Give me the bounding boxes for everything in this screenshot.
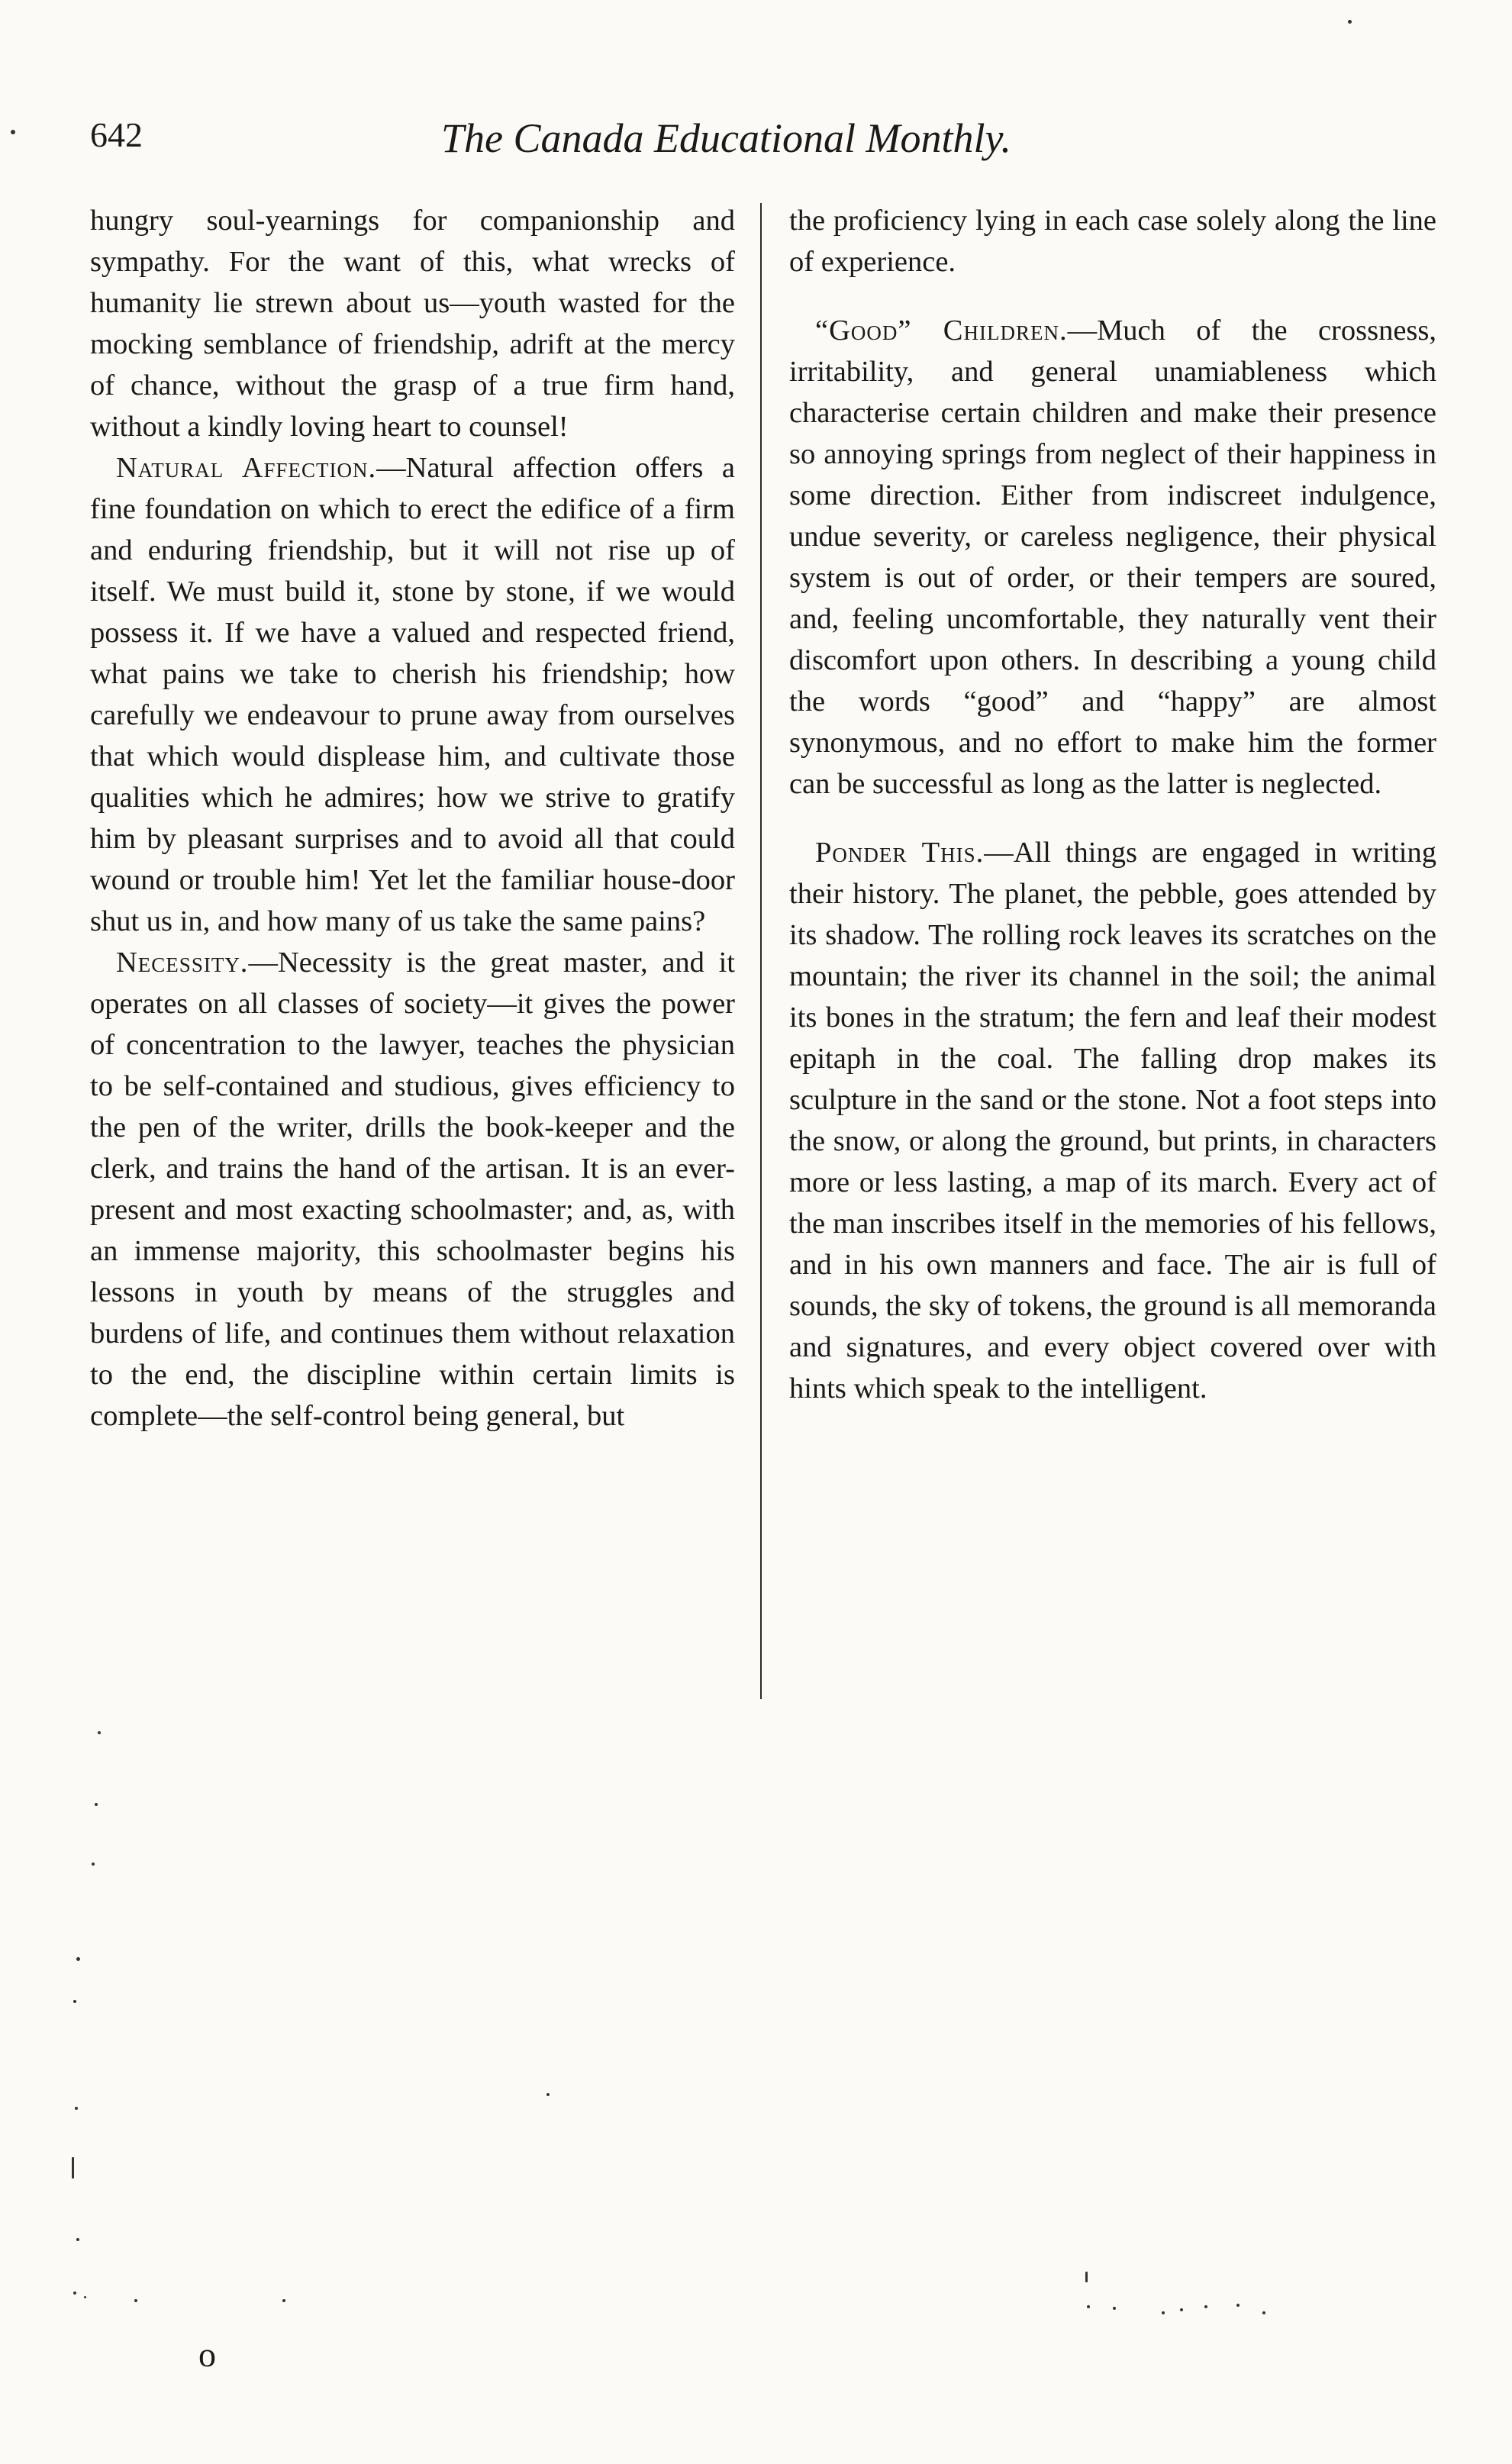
section-heading: “Good” Children. [815, 314, 1068, 347]
scan-speck [1087, 2305, 1090, 2308]
scan-speck [1113, 2307, 1116, 2310]
section-heading: Necessity. [116, 947, 249, 979]
scan-speck [1085, 2272, 1088, 2282]
paragraph-good-children [789, 310, 1436, 805]
paragraph-continued: hungry soul-yearnings for companionship and sympathy. For the want of this, what wrecks of humanity lie strewn about us—youth wasted for the mocking semblance of friendship, adrift at the mercy of chance, without the grasp of a true firm hand, without a kindly loving heart to counsel! [90, 205, 735, 443]
paragraph-text: —Much of the crossness, irritability, and general unamiableness which characterise certain children and make their presence so annoying springs from neglect of their happiness in some direction. Either from indiscreet indulgence, undue severity, or careless negligence, their physical system is out of order, or their tempers are soured, and, feeling uncomfortable, they naturally vent their discomfort upon others. In describing a young child the words “good” and “happy” are almost synonymous, and no effort to make him the former can be successful as long as the latter is neglected. [789, 314, 1436, 800]
scan-speck [76, 2238, 79, 2241]
scan-speck [1162, 2311, 1165, 2314]
scan-speck [92, 1863, 95, 1866]
right-column [789, 200, 1436, 1409]
page-number: 642 [90, 115, 143, 154]
paragraph-natural-affection [90, 447, 735, 942]
paragraph-text: —All things are engaged in writing their history. The planet, the pebble, goes attended by its shadow. The rolling rock leaves its scratches on the mountain; the river its channel in the soil; the animal its bones in the stratum; the fern and leaf their modest epitaph in the coal. The falling drop makes its sculpture in the sand or the stone. Not a foot steps into the snow, or along the ground, but prints, in characters more or less lasting, a map of its march. Every act of the man inscribes itself in the memories of his fellows, and in his own manners and face. The air is full of sounds, the sky of tokens, the ground is all memoranda and signatures, and every object covered over with hints which speak to the intelligent. [789, 837, 1436, 1405]
scan-speck [1236, 2304, 1240, 2307]
paragraph-text: —Necessity is the great master, and it operates on all classes of society—it gives the power of concentration to the lawyer, teaches the physician to be self-contained and studious, gives efficiency to the pen of the writer, drills the book-keeper and the clerk, and trains the hand of the artisan. It is an ever-present and most exacting schoolmaster; and, as, with an immense majority, this schoolmaster begins his lessons in youth by means of the struggles and burdens of life, and continues them without relaxation to the end, the discipline within certain limits is complete—the self-control being general, but [90, 947, 735, 1432]
scan-speck [546, 2093, 550, 2096]
scan-speck [282, 2299, 285, 2302]
footer-mark: o [198, 2335, 216, 2374]
scan-speck [1180, 2308, 1183, 2311]
scan-speck [98, 1731, 101, 1734]
scan-speck [1204, 2305, 1207, 2308]
section-heading: Ponder This. [815, 837, 985, 869]
scan-speck [73, 2000, 76, 2003]
paragraph-text: —Natural affection offers a fine foundation on which to erect the edifice of a firm and enduring friendship, but it will not rise up of itself. We must build it, stone by stone, if we would possess it. If we have a valued and respected friend, what pains we take to cherish his friendship; how carefully we endeavour to prune away from ourselves that which would displease him, and cultivate those qualities which he admires; how we strive to gratify him by pleasant surprises and to avoid all that could wound or trouble him! Yet let the familiar house-door shut us in, and how many of us take the same pains? [90, 452, 735, 937]
section-heading: Natural Affection. [116, 452, 377, 484]
scan-speck [75, 2107, 78, 2110]
scan-speck [72, 2157, 74, 2179]
scan-speck [1262, 2311, 1265, 2314]
scan-speck [73, 2291, 76, 2295]
scan-speck [11, 130, 15, 134]
scan-speck [1348, 20, 1352, 24]
left-column [90, 200, 735, 1437]
running-title: The Canada Educational Monthly. [441, 115, 1011, 161]
column-rule [760, 203, 762, 1699]
scan-speck [134, 2299, 137, 2302]
scan-speck [84, 2296, 86, 2298]
scan-speck [76, 1957, 80, 1961]
paragraph-continued: the proficiency lying in each case solely along the line of experience. [789, 205, 1436, 278]
paragraph-necessity [90, 942, 735, 1437]
running-header [90, 114, 1120, 176]
paragraph-ponder-this [789, 832, 1436, 1409]
scan-speck [95, 1803, 98, 1806]
